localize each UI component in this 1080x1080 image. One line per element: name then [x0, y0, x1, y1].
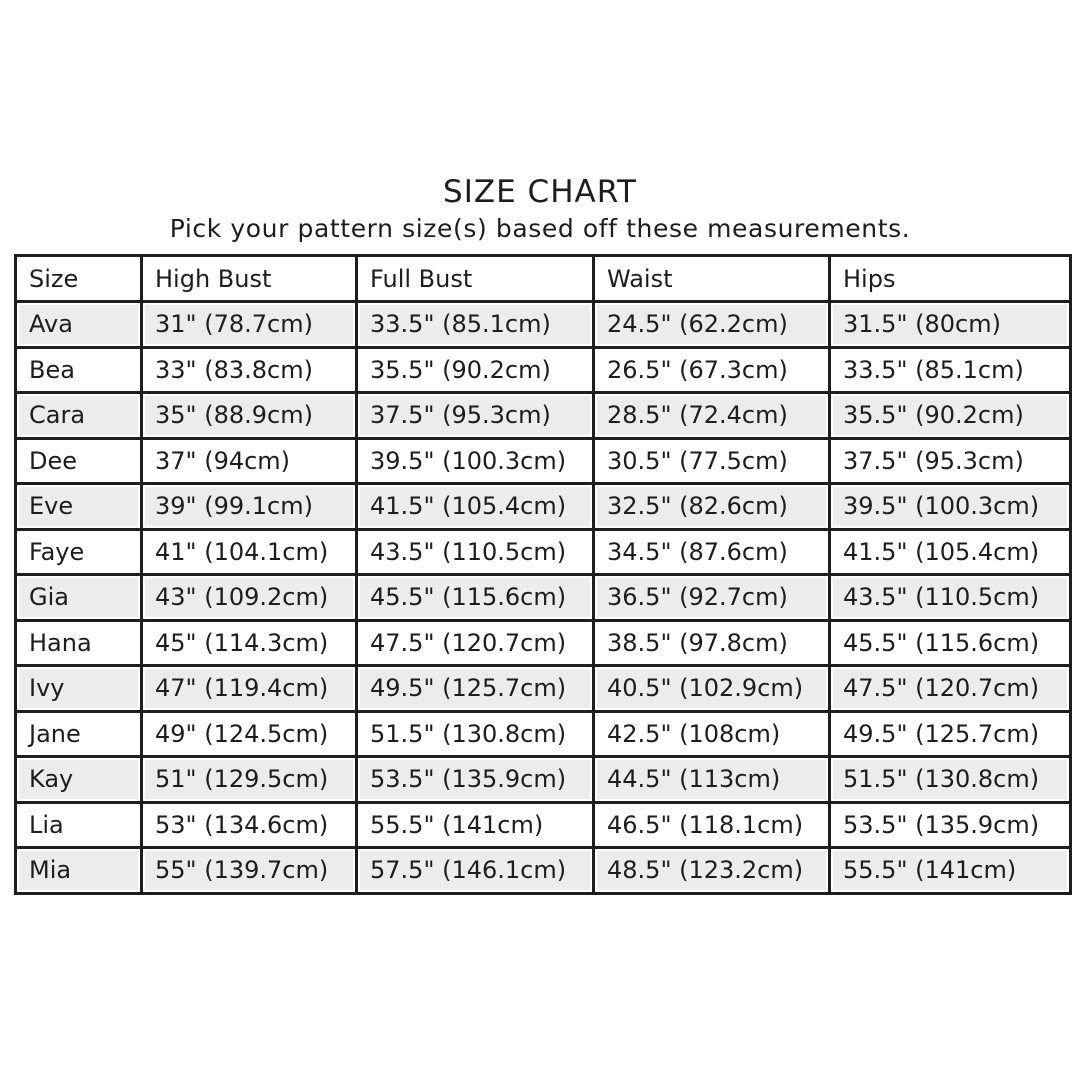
cell-high-bust: 41" (104.1cm) [142, 529, 357, 575]
cell-full-bust: 53.5" (135.9cm) [357, 757, 594, 803]
cell-full-bust: 45.5" (115.6cm) [357, 575, 594, 621]
cell-high-bust: 39" (99.1cm) [142, 484, 357, 530]
cell-waist: 46.5" (118.1cm) [594, 802, 830, 848]
cell-size: Mia [16, 848, 142, 894]
cell-waist: 36.5" (92.7cm) [594, 575, 830, 621]
cell-full-bust: 41.5" (105.4cm) [357, 484, 594, 530]
cell-high-bust: 43" (109.2cm) [142, 575, 357, 621]
cell-size: Jane [16, 711, 142, 757]
header-waist: Waist [594, 256, 830, 302]
cell-waist: 24.5" (62.2cm) [594, 302, 830, 348]
cell-high-bust: 55" (139.7cm) [142, 848, 357, 894]
table-row [16, 302, 1071, 348]
cell-waist: 48.5" (123.2cm) [594, 848, 830, 894]
size-chart-table [14, 254, 1072, 895]
cell-waist: 38.5" (97.8cm) [594, 620, 830, 666]
cell-high-bust: 49" (124.5cm) [142, 711, 357, 757]
header-high-bust: High Bust [142, 256, 357, 302]
cell-hips: 45.5" (115.6cm) [830, 620, 1071, 666]
cell-size: Ivy [16, 666, 142, 712]
table-row [16, 484, 1071, 530]
cell-full-bust: 43.5" (110.5cm) [357, 529, 594, 575]
cell-high-bust: 53" (134.6cm) [142, 802, 357, 848]
header-row [16, 256, 1071, 302]
page-subtitle: Pick your pattern size(s) based off these measurements. [169, 214, 911, 243]
header-size: Size [16, 256, 142, 302]
cell-hips: 49.5" (125.7cm) [830, 711, 1071, 757]
cell-size: Gia [16, 575, 142, 621]
cell-hips: 55.5" (141cm) [830, 848, 1071, 894]
cell-high-bust: 37" (94cm) [142, 438, 357, 484]
table-row [16, 347, 1071, 393]
cell-hips: 53.5" (135.9cm) [830, 802, 1071, 848]
cell-hips: 31.5" (80cm) [830, 302, 1071, 348]
cell-full-bust: 37.5" (95.3cm) [357, 393, 594, 439]
cell-hips: 51.5" (130.8cm) [830, 757, 1071, 803]
cell-size: Kay [16, 757, 142, 803]
cell-size: Lia [16, 802, 142, 848]
cell-hips: 47.5" (120.7cm) [830, 666, 1071, 712]
table-row [16, 438, 1071, 484]
cell-high-bust: 47" (119.4cm) [142, 666, 357, 712]
table-header [16, 256, 1071, 302]
table-row [16, 393, 1071, 439]
cell-waist: 44.5" (113cm) [594, 757, 830, 803]
cell-waist: 30.5" (77.5cm) [594, 438, 830, 484]
cell-hips: 41.5" (105.4cm) [830, 529, 1071, 575]
table-row [16, 620, 1071, 666]
cell-waist: 32.5" (82.6cm) [594, 484, 830, 530]
table-row [16, 575, 1071, 621]
table-row [16, 529, 1071, 575]
cell-size: Dee [16, 438, 142, 484]
cell-full-bust: 33.5" (85.1cm) [357, 302, 594, 348]
cell-high-bust: 51" (129.5cm) [142, 757, 357, 803]
cell-full-bust: 51.5" (130.8cm) [357, 711, 594, 757]
cell-hips: 35.5" (90.2cm) [830, 393, 1071, 439]
cell-waist: 28.5" (72.4cm) [594, 393, 830, 439]
table-row [16, 757, 1071, 803]
cell-waist: 34.5" (87.6cm) [594, 529, 830, 575]
cell-high-bust: 33" (83.8cm) [142, 347, 357, 393]
cell-full-bust: 55.5" (141cm) [357, 802, 594, 848]
table-row [16, 848, 1071, 894]
cell-waist: 26.5" (67.3cm) [594, 347, 830, 393]
cell-hips: 39.5" (100.3cm) [830, 484, 1071, 530]
cell-size: Cara [16, 393, 142, 439]
cell-hips: 37.5" (95.3cm) [830, 438, 1071, 484]
cell-hips: 43.5" (110.5cm) [830, 575, 1071, 621]
cell-size: Hana [16, 620, 142, 666]
cell-size: Ava [16, 302, 142, 348]
cell-high-bust: 35" (88.9cm) [142, 393, 357, 439]
cell-waist: 42.5" (108cm) [594, 711, 830, 757]
cell-full-bust: 47.5" (120.7cm) [357, 620, 594, 666]
cell-full-bust: 49.5" (125.7cm) [357, 666, 594, 712]
cell-hips: 33.5" (85.1cm) [830, 347, 1071, 393]
cell-high-bust: 45" (114.3cm) [142, 620, 357, 666]
table-row [16, 666, 1071, 712]
table-body [16, 302, 1071, 894]
cell-high-bust: 31" (78.7cm) [142, 302, 357, 348]
cell-size: Eve [16, 484, 142, 530]
cell-waist: 40.5" (102.9cm) [594, 666, 830, 712]
table-row [16, 802, 1071, 848]
header-full-bust: Full Bust [357, 256, 594, 302]
cell-size: Faye [16, 529, 142, 575]
cell-full-bust: 39.5" (100.3cm) [357, 438, 594, 484]
cell-size: Bea [16, 347, 142, 393]
page-title: SIZE CHART [443, 174, 637, 210]
cell-full-bust: 35.5" (90.2cm) [357, 347, 594, 393]
header-hips: Hips [830, 256, 1071, 302]
cell-full-bust: 57.5" (146.1cm) [357, 848, 594, 894]
table-row [16, 711, 1071, 757]
